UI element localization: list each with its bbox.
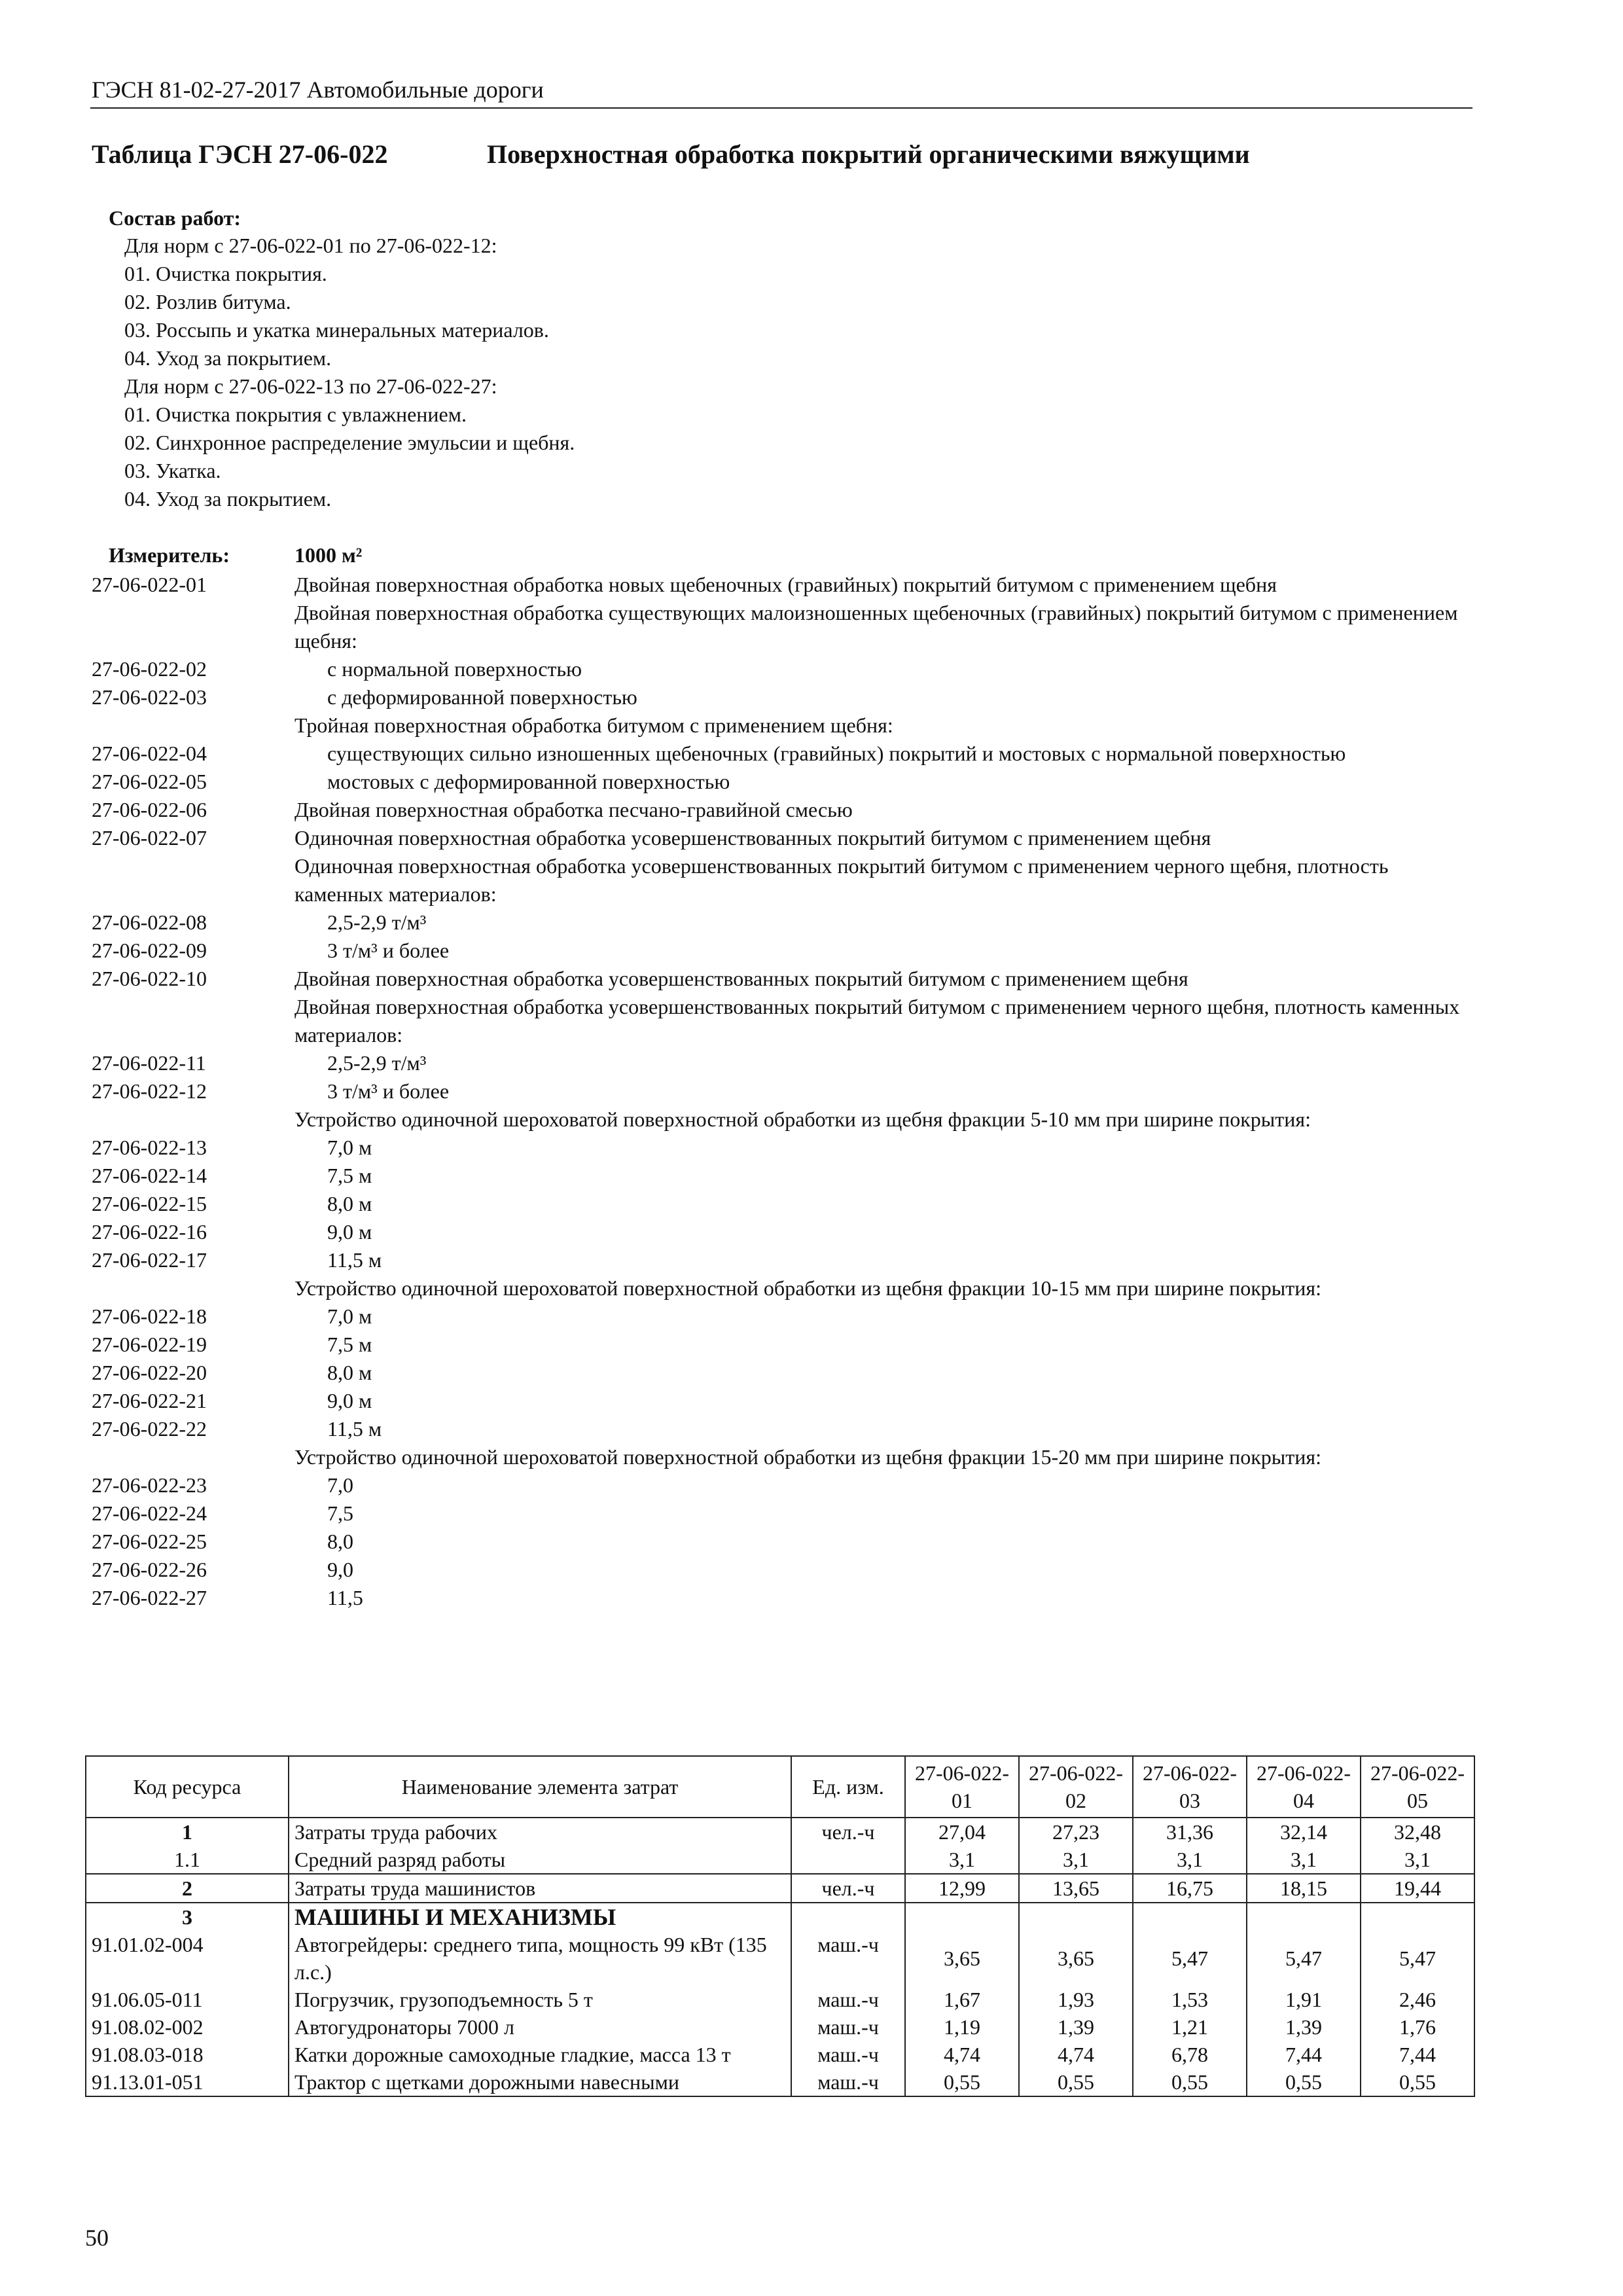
header-norm: 27-06-022-03	[1133, 1756, 1247, 1818]
norm-code: 27-06-022-27	[92, 1586, 207, 1609]
cost-element-name: Затраты труда машинистов	[289, 1874, 791, 1903]
value-cell: 16,75	[1133, 1874, 1247, 1903]
header-unit: Ед. изм.	[791, 1756, 905, 1818]
value-cell: 0,55	[1247, 2068, 1361, 2096]
value-cell: 32,48	[1361, 1818, 1474, 1846]
norm-code: 27-06-022-08	[92, 910, 207, 934]
header-code: Код ресурса	[86, 1756, 289, 1818]
norm-code: 27-06-022-24	[92, 1501, 207, 1525]
norm-row	[92, 852, 1472, 908]
norm-code: 27-06-022-02	[92, 657, 207, 681]
composition-line: 01. Очистка покрытия с увлажнением.	[124, 403, 467, 426]
meter-label: Измеритель:	[109, 543, 230, 567]
cost-element-name: Трактор с щетками дорожными навесными	[289, 2068, 791, 2096]
value-cell: 13,65	[1019, 1874, 1133, 1903]
value-cell: 2,46	[1361, 1986, 1474, 2013]
table-body	[86, 1818, 1474, 2096]
composition-of-works	[109, 204, 575, 513]
norm-description: Одиночная поверхностная обработка усовершенствованных покрытий битумом с применением черного щебня, плотность каменных материалов:	[294, 854, 1389, 906]
value-cell: 3,1	[1019, 1846, 1133, 1874]
composition-line: 03. Укатка.	[124, 459, 221, 482]
value-cell: 1,39	[1247, 2013, 1361, 2041]
value-cell: 7,44	[1247, 2041, 1361, 2068]
norm-row	[92, 1359, 1472, 1387]
norm-description: 11,5 м	[327, 1248, 382, 1272]
norm-row	[92, 1556, 1472, 1584]
unit-cell	[791, 1903, 905, 1931]
norm-description: Устройство одиночной шероховатой поверхностной обработки из щебня фракции 10-15 мм при ширине покрытия:	[294, 1276, 1322, 1300]
norm-row	[92, 1443, 1472, 1471]
norm-row	[92, 1499, 1472, 1528]
resource-code: 91.08.03-018	[86, 2041, 289, 2068]
value-cell: 3,65	[905, 1931, 1019, 1986]
norm-row	[92, 796, 1472, 824]
header-name: Наименование элемента затрат	[289, 1756, 791, 1818]
norm-description: 7,5	[327, 1501, 353, 1525]
norm-row	[92, 740, 1472, 768]
norm-code: 27-06-022-18	[92, 1304, 207, 1328]
table-row	[86, 1874, 1474, 1903]
table-number: Таблица ГЭСН 27-06-022	[92, 139, 388, 169]
norm-row	[92, 937, 1472, 965]
value-cell: 0,55	[905, 2068, 1019, 2096]
norm-description: Устройство одиночной шероховатой поверхностной обработки из щебня фракции 5-10 мм при ширине покрытия:	[294, 1107, 1311, 1131]
value-cell: 1,76	[1361, 2013, 1474, 2041]
norm-row	[92, 655, 1472, 683]
value-cell: 4,74	[1019, 2041, 1133, 2068]
table-title	[92, 139, 1250, 170]
cost-element-name: Затраты труда рабочих	[289, 1818, 791, 1846]
norm-row	[92, 1302, 1472, 1331]
norm-code: 27-06-022-25	[92, 1530, 207, 1553]
norm-description: Одиночная поверхностная обработка усовершенствованных покрытий битумом с применением щебня	[294, 826, 1211, 850]
table-row	[86, 1818, 1474, 1846]
value-cell: 3,1	[1133, 1846, 1247, 1874]
norm-code: 27-06-022-07	[92, 826, 207, 850]
norm-code: 27-06-022-26	[92, 1558, 207, 1581]
value-cell: 6,78	[1133, 2041, 1247, 2068]
norm-code: 27-06-022-13	[92, 1136, 207, 1159]
norm-row	[92, 1134, 1472, 1162]
value-cell: 3,1	[1247, 1846, 1361, 1874]
norm-description: 11,5 м	[327, 1417, 382, 1441]
running-header: ГЭСН 81-02-27-2017 Автомобильные дороги	[92, 77, 544, 103]
norm-description: Тройная поверхностная обработка битумом с применением щебня:	[294, 713, 893, 737]
unit-cell: маш.-ч	[791, 2068, 905, 2096]
norm-description: Двойная поверхностная обработка усовершенствованных покрытий битумом с применением черного щебня, плотность каменных материалов:	[294, 995, 1460, 1047]
norm-row	[92, 993, 1472, 1049]
value-cell: 1,53	[1133, 1986, 1247, 2013]
value-cell: 27,04	[905, 1818, 1019, 1846]
unit-cell: маш.-ч	[791, 1931, 905, 1986]
unit-cell: маш.-ч	[791, 2013, 905, 2041]
value-cell: 1,21	[1133, 2013, 1247, 2041]
value-cell: 19,44	[1361, 1874, 1474, 1903]
norm-row	[92, 1049, 1472, 1077]
norm-description: 9,0 м	[327, 1220, 372, 1244]
value-cell: 32,14	[1247, 1818, 1361, 1846]
norm-row	[92, 571, 1472, 599]
value-cell	[1019, 1903, 1133, 1931]
value-cell	[1247, 1903, 1361, 1931]
norm-code: 27-06-022-04	[92, 742, 207, 765]
norm-description: 7,0	[327, 1473, 353, 1497]
norm-code: 27-06-022-23	[92, 1473, 207, 1497]
norm-description: 7,5 м	[327, 1164, 372, 1187]
value-cell	[1133, 1903, 1247, 1931]
norm-row	[92, 908, 1472, 937]
cost-element-name: Средний разряд работы	[289, 1846, 791, 1874]
value-cell: 1,19	[905, 2013, 1019, 2041]
resource-code: 91.13.01-051	[86, 2068, 289, 2096]
table-row	[86, 2068, 1474, 2096]
norm-description: с нормальной поверхностью	[327, 657, 582, 681]
composition-list	[109, 232, 575, 513]
norm-code: 27-06-022-05	[92, 770, 207, 793]
norm-description: существующих сильно изношенных щебеночных (гравийных) покрытий и мостовых с нормальной поверхностью	[327, 742, 1346, 765]
table-row	[86, 1846, 1474, 1874]
value-cell: 5,47	[1133, 1931, 1247, 1986]
resource-code: 1	[86, 1818, 289, 1846]
meter-value: 1000 м²	[294, 543, 363, 567]
cost-element-name: Автогудронаторы 7000 л	[289, 2013, 791, 2041]
norm-row	[92, 1528, 1472, 1556]
norm-row	[92, 711, 1472, 740]
norm-description: 9,0 м	[327, 1389, 372, 1412]
page-number: 50	[85, 2225, 109, 2251]
composition-line: 03. Россыпь и укатка минеральных материалов.	[124, 318, 549, 342]
resource-code: 91.06.05-011	[86, 1986, 289, 2013]
resource-code: 1.1	[86, 1846, 289, 1874]
value-cell	[905, 1903, 1019, 1931]
norm-code: 27-06-022-19	[92, 1333, 207, 1356]
norm-list	[92, 571, 1472, 1612]
composition-line: 01. Очистка покрытия.	[124, 262, 327, 285]
header-norm: 27-06-022-05	[1361, 1756, 1474, 1818]
norm-row	[92, 1105, 1472, 1134]
composition-line: 02. Синхронное распределение эмульсии и щебня.	[124, 431, 575, 454]
resource-code: 91.08.02-002	[86, 2013, 289, 2041]
value-cell: 0,55	[1019, 2068, 1133, 2096]
table-name: Поверхностная обработка покрытий органическими вяжущими	[487, 139, 1250, 169]
norm-row	[92, 1387, 1472, 1415]
norm-row	[92, 965, 1472, 993]
norm-description: 8,0 м	[327, 1192, 372, 1215]
norm-row	[92, 1246, 1472, 1274]
value-cell: 5,47	[1247, 1931, 1361, 1986]
norm-description: 7,0 м	[327, 1304, 372, 1328]
cost-element-name: Катки дорожные самоходные гладкие, масса 13 т	[289, 2041, 791, 2068]
value-cell: 1,67	[905, 1986, 1019, 2013]
unit-cell: чел.-ч	[791, 1818, 905, 1846]
unit-cell: маш.-ч	[791, 1986, 905, 2013]
norm-description: 11,5	[327, 1586, 363, 1609]
composition-line: Для норм с 27-06-022-13 по 27-06-022-27:	[124, 374, 497, 398]
norm-description: 2,5-2,9 т/м³	[327, 1051, 427, 1075]
value-cell: 27,23	[1019, 1818, 1133, 1846]
composition-line: 02. Розлив битума.	[124, 290, 291, 314]
norm-description: 8,0 м	[327, 1361, 372, 1384]
norm-description: 7,0 м	[327, 1136, 372, 1159]
norm-description: Двойная поверхностная обработка песчано-гравийной смесью	[294, 798, 853, 821]
norm-code: 27-06-022-06	[92, 798, 207, 821]
composition-line: Для норм с 27-06-022-01 по 27-06-022-12:	[124, 234, 497, 257]
header-norm: 27-06-022-02	[1019, 1756, 1133, 1818]
composition-line: 04. Уход за покрытием.	[124, 346, 332, 370]
norm-row	[92, 683, 1472, 711]
norm-description: Двойная поверхностная обработка новых щебеночных (гравийных) покрытий битумом с применением щебня	[294, 573, 1277, 596]
resource-code: 2	[86, 1874, 289, 1903]
resource-cost-table	[85, 1755, 1475, 2097]
value-cell: 1,39	[1019, 2013, 1133, 2041]
norm-description: 8,0	[327, 1530, 353, 1553]
norm-description: 9,0	[327, 1558, 353, 1581]
norm-row	[92, 1162, 1472, 1190]
norm-description: 3 т/м³ и более	[327, 1079, 450, 1103]
value-cell: 7,44	[1361, 2041, 1474, 2068]
table-row	[86, 2041, 1474, 2068]
value-cell: 1,93	[1019, 1986, 1133, 2013]
norm-row	[92, 1190, 1472, 1218]
norm-description: Двойная поверхностная обработка существующих малоизношенных щебеночных (гравийных) покрытий битумом с применением щебня:	[294, 601, 1458, 653]
value-cell: 1,91	[1247, 1986, 1361, 2013]
value-cell: 31,36	[1133, 1818, 1247, 1846]
norm-row	[92, 599, 1472, 655]
norm-row	[92, 1471, 1472, 1499]
cost-element-name: МАШИНЫ И МЕХАНИЗМЫ	[289, 1903, 791, 1931]
norm-code: 27-06-022-09	[92, 939, 207, 962]
norm-row	[92, 824, 1472, 852]
norm-code: 27-06-022-10	[92, 967, 207, 990]
table-row	[86, 1931, 1474, 1986]
value-cell: 0,55	[1361, 2068, 1474, 2096]
norm-code: 27-06-022-03	[92, 685, 207, 709]
norm-description: 2,5-2,9 т/м³	[327, 910, 427, 934]
header-rule	[90, 107, 1472, 109]
value-cell: 12,99	[905, 1874, 1019, 1903]
cost-element-name: Автогрейдеры: среднего типа, мощность 99 кВт (135 л.с.)	[289, 1931, 791, 1986]
composition-line: 04. Уход за покрытием.	[124, 487, 332, 511]
norm-code: 27-06-022-15	[92, 1192, 207, 1215]
header-norm: 27-06-022-04	[1247, 1756, 1361, 1818]
header-norm: 27-06-022-01	[905, 1756, 1019, 1818]
value-cell	[1361, 1903, 1474, 1931]
table-header-row	[86, 1756, 1474, 1818]
norm-description: Двойная поверхностная обработка усовершенствованных покрытий битумом с применением щебня	[294, 967, 1188, 990]
table-row	[86, 1903, 1474, 1931]
norm-row	[92, 768, 1472, 796]
value-cell: 0,55	[1133, 2068, 1247, 2096]
norm-description: 7,5 м	[327, 1333, 372, 1356]
table-row	[86, 1986, 1474, 2013]
norm-description: мостовых с деформированной поверхностью	[327, 770, 730, 793]
value-cell: 3,1	[1361, 1846, 1474, 1874]
norm-description: 3 т/м³ и более	[327, 939, 450, 962]
norm-code: 27-06-022-01	[92, 573, 207, 596]
unit-cell: чел.-ч	[791, 1874, 905, 1903]
value-cell: 4,74	[905, 2041, 1019, 2068]
norm-code: 27-06-022-11	[92, 1051, 206, 1075]
resource-code: 91.01.02-004	[86, 1931, 289, 1986]
norm-code: 27-06-022-14	[92, 1164, 207, 1187]
norm-code: 27-06-022-22	[92, 1417, 207, 1441]
norm-code: 27-06-022-12	[92, 1079, 207, 1103]
composition-heading: Состав работ:	[109, 206, 241, 230]
norm-description: Устройство одиночной шероховатой поверхностной обработки из щебня фракции 15-20 мм при ширине покрытия:	[294, 1445, 1322, 1469]
norm-description: с деформированной поверхностью	[327, 685, 637, 709]
norm-row	[92, 1077, 1472, 1105]
value-cell: 18,15	[1247, 1874, 1361, 1903]
resource-code: 3	[86, 1903, 289, 1931]
unit-cell	[791, 1846, 905, 1874]
norm-row	[92, 1415, 1472, 1443]
table-row	[86, 2013, 1474, 2041]
norm-row	[92, 1274, 1472, 1302]
value-cell: 3,65	[1019, 1931, 1133, 1986]
cost-element-name: Погрузчик, грузоподъемность 5 т	[289, 1986, 791, 2013]
unit-cell: маш.-ч	[791, 2041, 905, 2068]
norm-row	[92, 1218, 1472, 1246]
norm-code: 27-06-022-16	[92, 1220, 207, 1244]
norm-row	[92, 1331, 1472, 1359]
norm-row	[92, 1584, 1472, 1612]
value-cell: 5,47	[1361, 1931, 1474, 1986]
norm-code: 27-06-022-21	[92, 1389, 207, 1412]
norm-code: 27-06-022-20	[92, 1361, 207, 1384]
norm-code: 27-06-022-17	[92, 1248, 207, 1272]
value-cell: 3,1	[905, 1846, 1019, 1874]
